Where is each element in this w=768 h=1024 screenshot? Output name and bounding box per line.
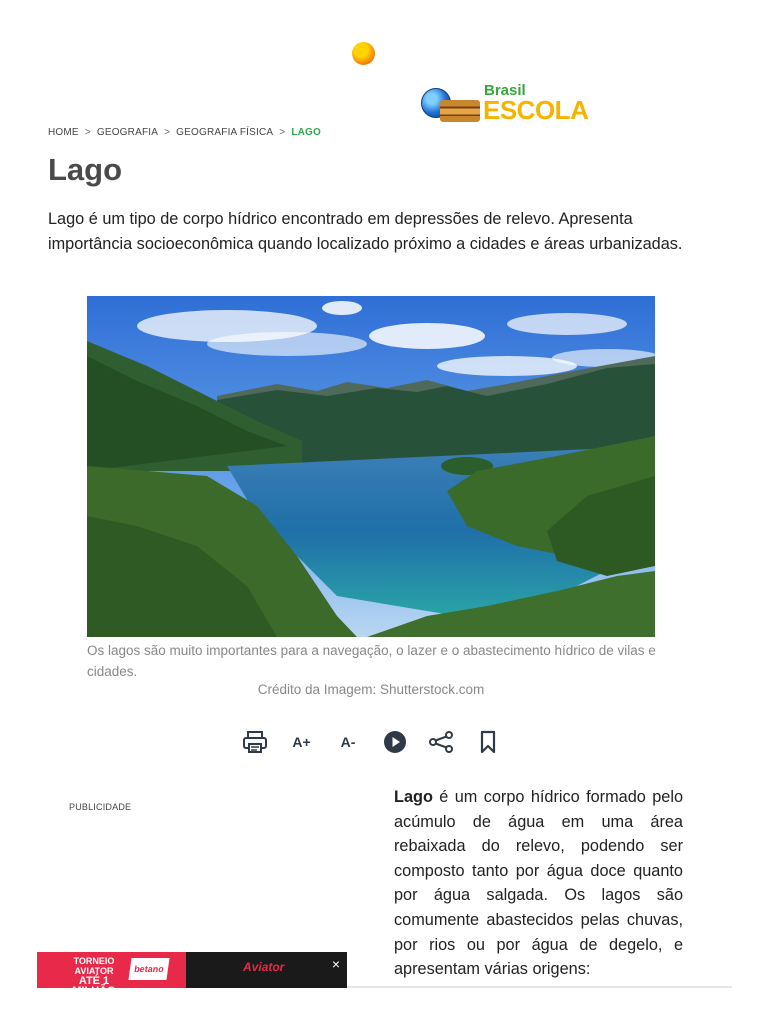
font-decrease-button[interactable]: A- — [340, 734, 356, 750]
breadcrumb-separator: > — [84, 127, 91, 138]
breadcrumb-separator: > — [164, 127, 171, 138]
ad-line-1: TORNEIO AVIATOR — [73, 956, 115, 976]
advertising-label: PUBLICIDADE — [69, 802, 132, 812]
ad-promo-text — [63, 956, 125, 1006]
share-button[interactable] — [427, 728, 455, 756]
breadcrumb-geografia[interactable]: GEOGRAFIA — [96, 127, 159, 138]
breadcrumb-home[interactable]: HOME — [48, 127, 79, 138]
article-toolbar — [241, 728, 520, 756]
body-lead-term: Lago — [394, 788, 433, 806]
play-audio-button[interactable] — [381, 728, 409, 756]
logo-brasil-text: Brasil — [484, 82, 526, 99]
breadcrumb-current: LAGO — [291, 127, 322, 138]
top-brand-icon — [352, 42, 375, 65]
bookmark-button[interactable] — [474, 728, 502, 756]
page-title: Lago — [48, 152, 123, 187]
logo-escola-text: ESCOLA — [483, 95, 589, 125]
ad-brand: Aviator — [243, 960, 285, 974]
article-intro: Lago é um tipo de corpo hídrico encontrado em depressões de relevo. Apresenta importância socioeconômica quando localizado próximo a cidades e áreas urbanizadas. — [48, 210, 683, 253]
breadcrumb-geografia-fisica[interactable]: GEOGRAFIA FÍSICA — [176, 127, 274, 138]
ad-line-3: EM PRÊMIOS — [65, 996, 123, 1006]
site-logo[interactable] — [418, 78, 588, 126]
printer-icon — [242, 730, 268, 754]
books-icon — [440, 100, 480, 122]
font-increase-button[interactable]: A+ — [292, 734, 311, 750]
breadcrumb-separator: > — [279, 127, 286, 138]
lake-landscape-image — [87, 296, 655, 637]
article-image — [87, 296, 655, 637]
breadcrumb — [48, 127, 326, 138]
ad-badge: betano — [128, 958, 169, 980]
ad-banner[interactable] — [37, 952, 347, 1006]
play-icon — [383, 730, 407, 754]
print-button[interactable] — [241, 728, 269, 756]
article-body-paragraph — [394, 785, 683, 982]
bookmark-icon — [480, 730, 496, 754]
ad-line-2: ATÉ 1 MILHÃO — [72, 975, 116, 997]
close-icon[interactable]: × — [331, 956, 341, 972]
share-icon — [429, 731, 453, 753]
divider — [347, 986, 732, 988]
image-caption: Os lagos são muito importantes para a navegação, o lazer e o abastecimento hídrico de vilas e cidades. — [87, 643, 656, 679]
body-text: é um corpo hídrico formado pelo acúmulo de água em uma área rebaixada do relevo, podendo ser composto tanto por água doce quanto por água salgada. Os lagos são comumente abastecidos pelas chuvas, por rios ou por água de degelo, e apresentam várias origens: — [394, 788, 683, 979]
image-credit: Crédito da Imagem: Shutterstock.com — [257, 682, 485, 697]
